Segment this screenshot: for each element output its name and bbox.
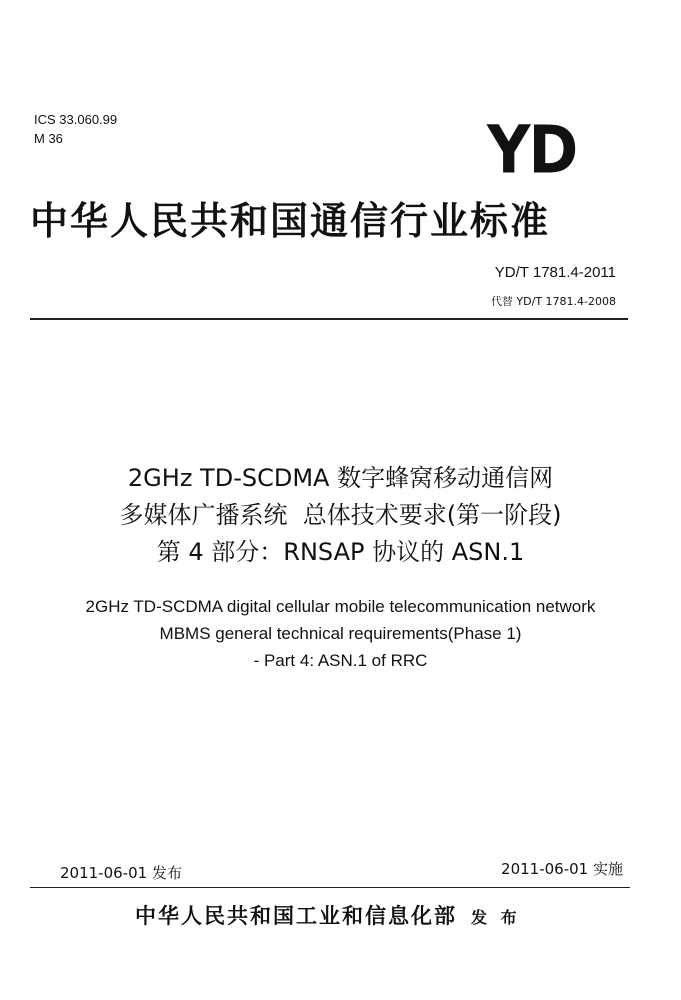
chinese-title-line-2: 多媒体广播系统 总体技术要求(第一阶段)	[119, 501, 562, 529]
chinese-title	[0, 460, 681, 571]
ccs-code: M 36	[34, 131, 63, 146]
classification-codes	[34, 110, 117, 148]
english-title-line-1: 2GHz TD-SCDMA digital cellular mobile telecommunication network	[85, 597, 596, 616]
english-title-line-3: - Part 4: ASN.1 of RRC	[253, 651, 428, 670]
publisher	[135, 900, 521, 930]
chinese-title-line-3: 第 4 部分：RNSAP 协议的 ASN.1	[156, 538, 525, 566]
ics-code: ICS 33.060.99	[34, 112, 118, 127]
effective-date: 2011-06-01 实施	[501, 860, 623, 878]
english-title-line-2: MBMS general technical requirements(Phase 1)	[159, 624, 522, 643]
issue-date: 2011-06-01 发布	[60, 864, 182, 882]
standard-category-title: 中华人民共和国通信行业标准	[30, 199, 551, 243]
chinese-title-line-1: 2GHz TD-SCDMA 数字蜂窝移动通信网	[127, 464, 554, 492]
publisher-name: 中华人民共和国工业和信息化部	[135, 904, 457, 928]
header-divider	[30, 318, 628, 320]
replaces-standard: 代替 YD/T 1781.4-2008	[490, 295, 616, 308]
english-title	[0, 593, 681, 674]
standard-number: YD/T 1781.4-2011	[494, 264, 616, 281]
publisher-suffix: 发 布	[471, 908, 521, 927]
footer-divider	[30, 887, 630, 888]
yd-logo: YD	[487, 112, 577, 189]
